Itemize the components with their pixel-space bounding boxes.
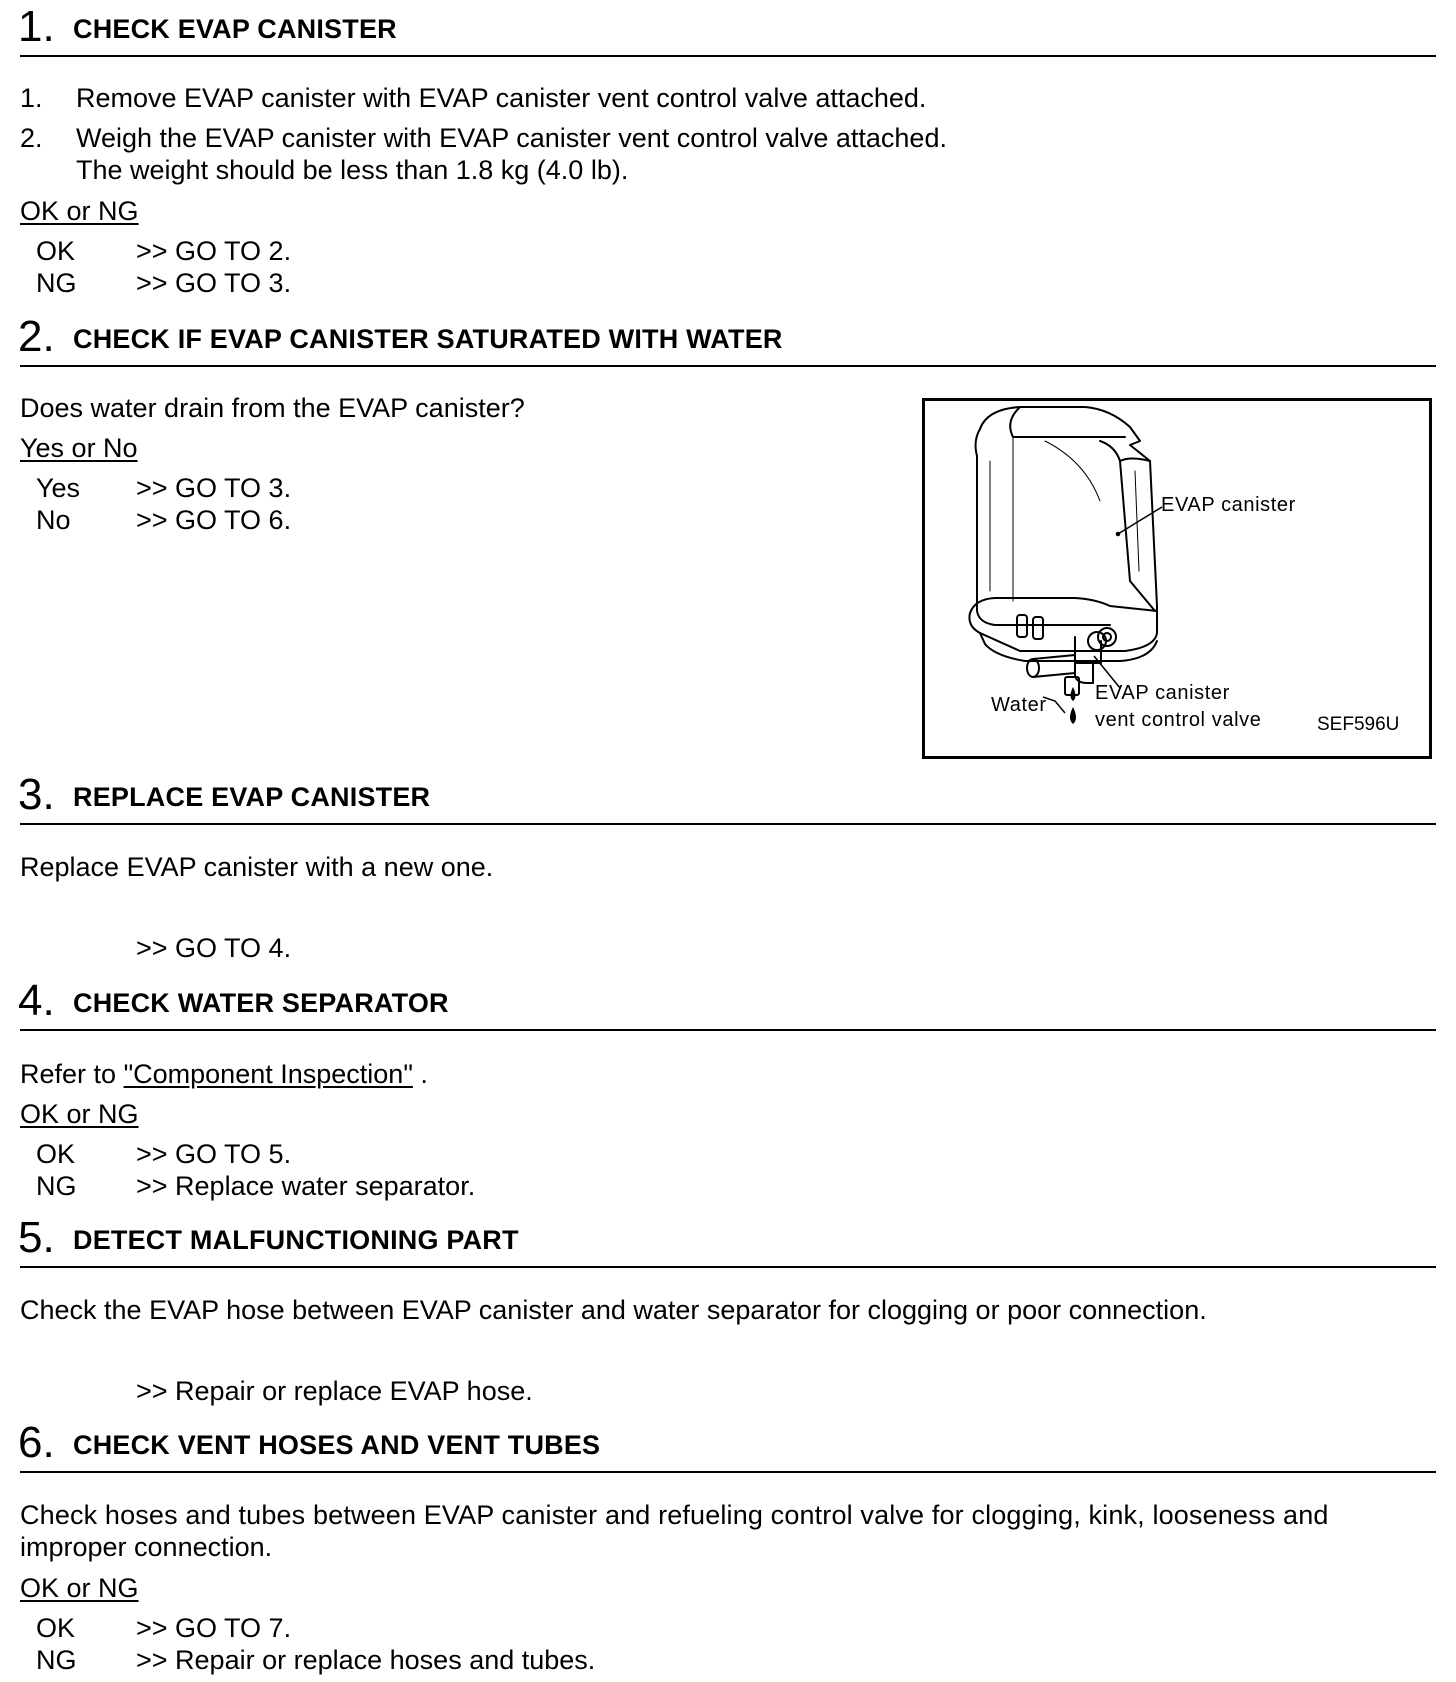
section-4-text (20, 1058, 428, 1090)
component-inspection-link[interactable]: "Component Inspection" (123, 1059, 413, 1089)
section-2-title: CHECK IF EVAP CANISTER SATURATED WITH WATER (73, 324, 783, 354)
section-1-header (18, 2, 1436, 57)
water-drop-icon (1070, 707, 1076, 724)
result-ok-action: >> GO TO 5. (136, 1139, 292, 1169)
step-2-text: Weigh the EVAP canister with EVAP canister vent control valve attached. (76, 123, 947, 153)
section-2-header (18, 312, 1436, 367)
section-2-number: 2. (18, 312, 55, 361)
section-6-text-line-1: Check hoses and tubes between EVAP canister and refueling control valve for clogging, kink, looseness and (20, 1500, 1329, 1530)
refer-to-text: Refer to (20, 1059, 117, 1089)
result-ok-label: OK (36, 1139, 76, 1169)
section-4-header (18, 976, 1436, 1031)
section-4-number: 4. (18, 976, 55, 1025)
refer-period: . (420, 1059, 428, 1089)
section-5-header (18, 1213, 1436, 1268)
section-4-judge: OK or NG (20, 1099, 139, 1129)
section-3-action: >> GO TO 4. (136, 933, 292, 963)
result-ok-label: OK (36, 236, 76, 266)
result-ng-label: NG (36, 1171, 77, 1201)
section-1-title: CHECK EVAP CANISTER (73, 14, 397, 44)
section-6-header (18, 1418, 1436, 1473)
result-ng-action: >> Repair or replace hoses and tubes. (136, 1645, 596, 1675)
result-no-label: No (36, 505, 71, 535)
section-5-text: Check the EVAP hose between EVAP canister and water separator for clogging or poor connection. (20, 1295, 1207, 1325)
section-6-judge: OK or NG (20, 1573, 139, 1603)
section-1-number: 1. (18, 2, 55, 51)
step-2-number: 2. (20, 123, 43, 153)
step-1-number: 1. (20, 83, 43, 113)
evap-canister-label: EVAP canister (1161, 494, 1296, 516)
step-1-text: Remove EVAP canister with EVAP canister vent control valve attached. (76, 83, 927, 113)
section-5-number: 5. (18, 1213, 55, 1262)
evap-canister-figure (922, 398, 1432, 759)
section-5-action: >> Repair or replace EVAP hose. (136, 1376, 533, 1406)
result-ng-action: >> GO TO 3. (136, 268, 292, 298)
result-ok-label: OK (36, 1613, 76, 1643)
result-ok-action: >> GO TO 2. (136, 236, 292, 266)
section-6-title: CHECK VENT HOSES AND VENT TUBES (73, 1430, 601, 1460)
result-ng-action: >> Replace water separator. (136, 1171, 476, 1201)
section-5-title: DETECT MALFUNCTIONING PART (73, 1225, 519, 1255)
section-6-number: 6. (18, 1418, 55, 1467)
result-yes-label: Yes (36, 473, 81, 503)
water-label: Water (991, 694, 1047, 716)
step-2-spec: The weight should be less than 1.8 kg (4.0 lb). (76, 155, 629, 185)
water-drop-icon (1071, 687, 1076, 701)
vent-valve-label-line-1: EVAP canister (1095, 682, 1230, 704)
section-3-text: Replace EVAP canister with a new one. (20, 852, 494, 882)
section-2-judge: Yes or No (20, 433, 138, 463)
vent-valve-label-line-2: vent control valve (1095, 709, 1262, 731)
section-3-title: REPLACE EVAP CANISTER (73, 782, 431, 812)
section-6-text-line-2: improper connection. (20, 1532, 273, 1562)
section-1-judge: OK or NG (20, 196, 139, 226)
section-4-title: CHECK WATER SEPARATOR (73, 988, 449, 1018)
result-no-action: >> GO TO 6. (136, 505, 292, 535)
result-ng-label: NG (36, 268, 77, 298)
result-yes-action: >> GO TO 3. (136, 473, 292, 503)
section-3-header (18, 770, 1436, 825)
result-ng-label: NG (36, 1645, 77, 1675)
figure-code: SEF596U (1317, 714, 1400, 735)
section-2-text: Does water drain from the EVAP canister? (20, 393, 525, 423)
section-3-number: 3. (18, 770, 55, 819)
result-ok-action: >> GO TO 7. (136, 1613, 292, 1643)
